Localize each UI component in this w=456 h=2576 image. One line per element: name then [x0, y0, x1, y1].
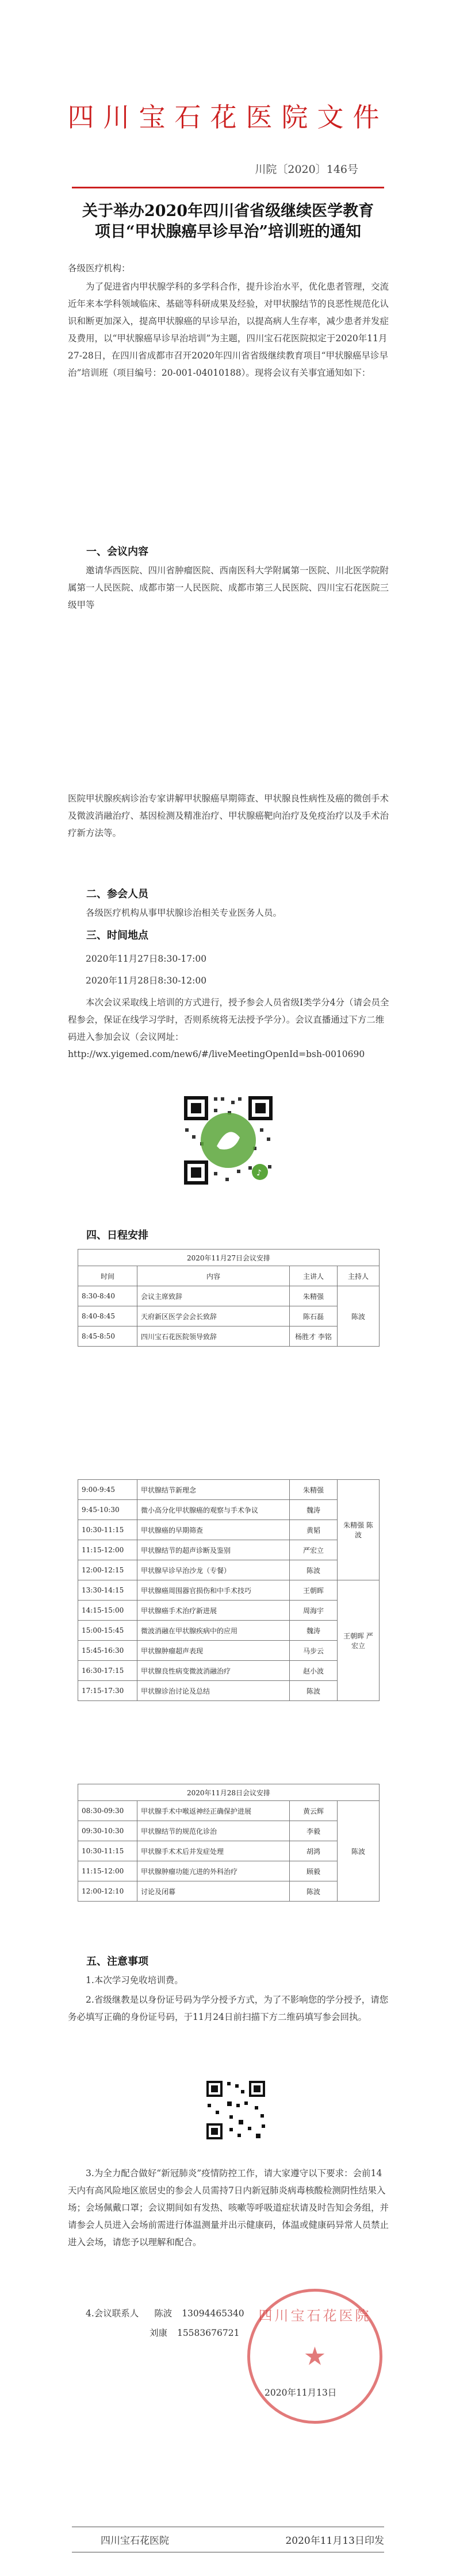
schedule-content: 甲状腺癌周围器官损伤和中手术技巧 [137, 1580, 290, 1601]
schedule-time: 11:15-12:00 [78, 1540, 137, 1560]
contact-name-1: 陈波 [154, 2308, 173, 2319]
seal-text: 四川宝石花医院 [258, 2308, 371, 2324]
schedule-table-day2 [78, 1784, 380, 1902]
schedule-speaker: 王朝晖 [290, 1580, 338, 1601]
schedule-content: 甲状腺癌的早期筛查 [137, 1520, 290, 1540]
schedule-time: 15:45-16:30 [78, 1641, 137, 1661]
schedule-header-speaker: 主讲人 [290, 1266, 338, 1286]
table-row [78, 1560, 380, 1580]
schedule-time: 17:15-17:30 [78, 1681, 137, 1701]
content-paragraph-1: 邀请华西医院、四川省肿瘤医院、西南医科大学附属第一医院、川北医学院附属第一人民医院、成都市第一人民医院、成都市第三人民医院、四川宝石花医院三级甲等 [68, 565, 389, 610]
official-seal [247, 2289, 382, 2424]
schedule-caption-day2: 2020年11月28日会议安排 [78, 1784, 380, 1801]
schedule-time: 9:00-9:45 [78, 1480, 137, 1500]
table-row [78, 1326, 380, 1347]
table-row [78, 1500, 380, 1520]
table-row [78, 1580, 380, 1601]
table-row [78, 1861, 380, 1881]
schedule-speaker: 陈波 [290, 1881, 338, 1902]
schedule-speaker: 胡鸿 [290, 1841, 338, 1861]
online-note: 本次会议采取线上培训的方式进行，授予参会人员省级Ⅰ类学分4分（请会员全程参会，保证在线学习学时，否则系统将无法授予学分）。会议直播通过下方二维码进入参加会议（会议网址：http://wx.yigemed.com/new6/#/liveMeetingOpenId=bsh-0010690 [68, 997, 389, 1059]
schedule-header-content: 内容 [137, 1266, 290, 1286]
attendees-text: 各级医疗机构从事甲状腺诊治相关专业医务人员。 [86, 908, 282, 918]
schedule-time: 12:00-12:15 [78, 1560, 137, 1580]
schedule-time: 8:45-8:50 [78, 1326, 137, 1347]
contact-name-2: 刘康 [150, 2328, 168, 2338]
schedule-content: 四川宝石花医院领导致辞 [137, 1326, 290, 1347]
schedule-time: 15:00-15:45 [78, 1621, 137, 1641]
schedule-speaker: 杨胜才 李铭 [290, 1326, 338, 1347]
schedule-content: 甲状腺诊治讨论及总结 [137, 1681, 290, 1701]
schedule-speaker: 赵小波 [290, 1661, 338, 1681]
live-meeting-qr-code[interactable] [179, 1092, 277, 1189]
schedule-time: 9:45-10:30 [78, 1500, 137, 1520]
table-row [78, 1306, 380, 1326]
schedule-time: 09:30-10:30 [78, 1821, 137, 1841]
schedule-time: 16:30-17:15 [78, 1661, 137, 1681]
schedule-speaker: 魏涛 [290, 1500, 338, 1520]
schedule-table-day1-opening [78, 1249, 380, 1347]
schedule-host: 朱精强 陈波 [338, 1480, 380, 1580]
table-row [78, 1540, 380, 1560]
schedule-content: 甲状腺肿瘤功能亢进的外科治疗 [137, 1861, 290, 1881]
schedule-host: 陈波 [338, 1801, 380, 1902]
section-heading-time: 三、时间地点 [86, 930, 148, 942]
footer-issuer: 四川宝石花医院 [101, 2535, 169, 2547]
schedule-content: 天府新区医学会会长致辞 [137, 1306, 290, 1326]
notice-headline-line2: 项目“甲状腺癌早诊早治”培训班的通知 [94, 223, 362, 241]
schedule-speaker: 马步云 [290, 1641, 338, 1661]
schedule-speaker: 陈波 [290, 1681, 338, 1701]
section-heading-notes: 五、注意事项 [86, 1956, 148, 1968]
table-row [78, 1801, 380, 1821]
footer-issue-date: 2020年11月13日印发 [285, 2535, 384, 2547]
schedule-content: 甲状腺结节的超声诊断及鉴别 [137, 1540, 290, 1560]
table-row [78, 1286, 380, 1306]
note-2: 2.省级继教是以身份证号码为学分授予方式，为了不影响您的学分授予，请您务必填写正确的身份证号码，于11月24日前扫描下方二维码填写参会回执。 [68, 1995, 389, 2022]
schedule-table-day1-sessions [78, 1479, 380, 1701]
seal-date: 2020年11月13日 [265, 2388, 337, 2398]
contact-phone-2: 15583676721 [177, 2328, 240, 2338]
time-day2: 2020年11月28日8:30-12:00 [86, 975, 207, 986]
schedule-time: 08:30-09:30 [78, 1801, 137, 1821]
content-paragraph-2: 医院甲状腺疾病诊治专家讲解甲状腺癌早期筛查、甲状腺良性病性及癌的微创手术及微波消融治疗、基因检测及精准治疗、甲状腺癌靶向治疗及免疫治疗以及手术治疗新方法等。 [68, 793, 389, 838]
schedule-time: 12:00-12:10 [78, 1881, 137, 1902]
schedule-host: 陈波 [338, 1286, 380, 1347]
schedule-speaker: 顾毅 [290, 1861, 338, 1881]
table-row [78, 1621, 380, 1641]
schedule-content: 甲状腺结节新理念 [137, 1480, 290, 1500]
document-number: 川院〔2020〕146号 [255, 163, 358, 176]
schedule-content: 甲状腺结节的规范化诊治 [137, 1821, 290, 1841]
schedule-content: 甲状腺良性病变微波消融治疗 [137, 1661, 290, 1681]
svg-text:♪: ♪ [256, 1169, 262, 1178]
schedule-speaker: 周海宇 [290, 1601, 338, 1621]
schedule-content: 微小高分化甲状腺癌的观察与手术争议 [137, 1500, 290, 1520]
table-row [78, 1641, 380, 1661]
salutation: 各级医疗机构： [68, 263, 131, 273]
table-row [78, 1841, 380, 1861]
schedule-content: 甲状腺手术中喉返神经正确保护进展 [137, 1801, 290, 1821]
schedule-time: 14:15-15:00 [78, 1601, 137, 1621]
schedule-speaker: 魏涛 [290, 1621, 338, 1641]
section-heading-schedule: 四、日程安排 [86, 1229, 148, 1241]
schedule-time: 13:30-14:15 [78, 1580, 137, 1601]
schedule-content: 甲状腺癌手术治疗新进展 [137, 1601, 290, 1621]
note-1: 1.本次学习免收培训费。 [86, 1975, 183, 1985]
schedule-speaker: 朱精强 [290, 1286, 338, 1306]
schedule-content: 甲状腺肿瘤超声表现 [137, 1641, 290, 1661]
table-row [78, 1661, 380, 1681]
schedule-content: 微波消融在甲状腺疾病中的应用 [137, 1621, 290, 1641]
table-row [78, 1480, 380, 1500]
schedule-speaker: 黄云辉 [290, 1801, 338, 1821]
schedule-header-time: 时间 [78, 1266, 137, 1286]
note-3: 3.为全力配合做好“新冠肺炎”疫情防控工作，请大家遵守以下要求：会前14天内有高风险地区旅居史的参会人员需持7日内新冠肺炎病毒核酸检测阴性结果入场；会场佩戴口罩；会议期间如有发热、咳嗽等呼吸道症状请及时告知会务组，并请参会人员进入会场前需进行体温测量并出示健康码，体温或健康码异常人员禁止进入会场，请您予以理解和配合。 [68, 2168, 389, 2247]
schedule-caption-day1: 2020年11月27日会议安排 [78, 1250, 380, 1266]
table-row [78, 1821, 380, 1841]
schedule-time: 10:30-11:15 [78, 1841, 137, 1861]
seal-star-icon: ★ [303, 2342, 327, 2371]
schedule-time: 8:30-8:40 [78, 1286, 137, 1306]
table-row [78, 1601, 380, 1621]
table-row [78, 1681, 380, 1701]
schedule-time: 10:30-11:15 [78, 1520, 137, 1540]
table-row [78, 1520, 380, 1540]
schedule-content: 甲状腺手术术后并发症处理 [137, 1841, 290, 1861]
intro-paragraph: 为了促进省内甲状腺学科的多学科合作，提升诊治水平，优化患者管理，交流近年来本学科领域临床、基础等科研成果及经验，对甲状腺结节的良恶性规范化认识和断更加深入，提高甲状腺癌的早诊早治，以提高病人生存率，减少患者并发症及费用，以“甲状腺癌早诊早治培训”为主题，四川宝石花医院拟定于2020年11月27-28日，在四川省成都市召开2020年四川省省级继续教育项目“甲状腺癌早诊早治”培训班（项目编号：20-001-04010188）。现将会议有关事宜通知如下： [68, 281, 389, 378]
red-divider [72, 187, 384, 188]
schedule-host: 王朝晖 严宏立 [338, 1580, 380, 1701]
registration-qr-code[interactable] [204, 2078, 267, 2142]
notice-headline-line1: 关于举办2020年四川省省级继续医学教育 [82, 202, 374, 220]
schedule-speaker: 李毅 [290, 1821, 338, 1841]
schedule-speaker: 陈石磊 [290, 1306, 338, 1326]
schedule-header-host: 主持人 [338, 1266, 380, 1286]
schedule-time: 8:40-8:45 [78, 1306, 137, 1326]
section-heading-attendees: 二、参会人员 [86, 888, 148, 900]
schedule-speaker: 黄韬 [290, 1520, 338, 1540]
contact-phone-1: 13094465340 [182, 2308, 244, 2319]
table-row [78, 1881, 380, 1902]
time-day1: 2020年11月27日8:30-17:00 [86, 954, 207, 964]
schedule-content: 会议主席致辞 [137, 1286, 290, 1306]
org-title: 四川宝石花医院文件 [67, 103, 389, 132]
schedule-time: 11:15-12:00 [78, 1861, 137, 1881]
contact-label: 4.会议联系人 [86, 2308, 139, 2319]
schedule-speaker: 陈波 [290, 1560, 338, 1580]
schedule-speaker: 朱精强 [290, 1480, 338, 1500]
schedule-speaker: 严宏立 [290, 1540, 338, 1560]
schedule-content: 甲状腺早诊早治沙龙（专餐） [137, 1560, 290, 1580]
section-heading-content: 一、会议内容 [86, 546, 148, 558]
schedule-content: 讨论及闭幕 [137, 1881, 290, 1902]
